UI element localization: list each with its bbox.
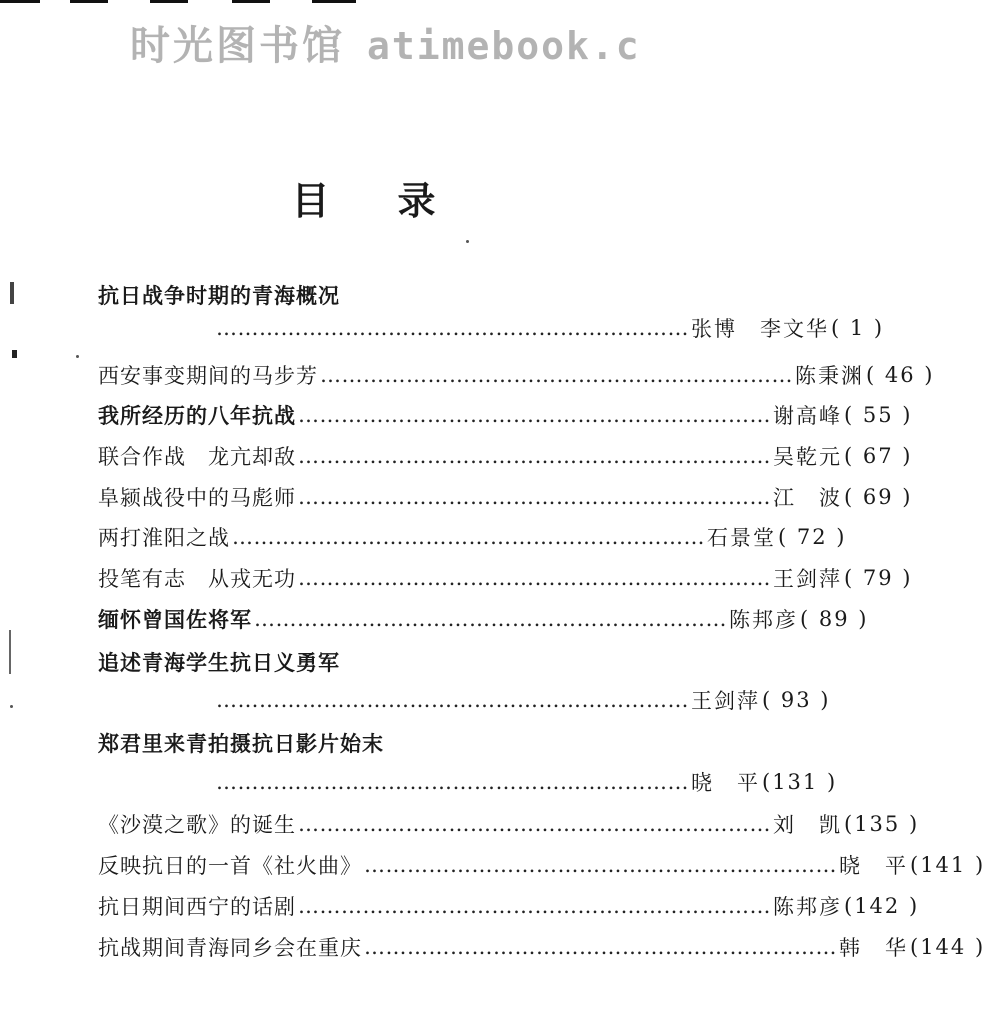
dot-leader: ………………………………………………………… <box>298 566 771 590</box>
page-title: 目录 <box>291 179 504 223</box>
toc-entry-author: 江 波 <box>773 486 842 510</box>
toc-entry-author: 张博 李文华 <box>691 317 829 341</box>
watermark-url: atimebook.c <box>367 24 641 68</box>
toc-entry-page: ( 1 ) <box>831 316 885 340</box>
toc-entry-title: 反映抗日的一首《社火曲》 <box>98 854 362 878</box>
dot-leader: ………………………………………………………… <box>364 853 837 877</box>
dot-leader: ………………………………………………………… <box>298 403 771 427</box>
toc-entry-author: 陈邦彦 <box>729 608 798 632</box>
margin-scan-mark <box>9 630 11 674</box>
toc-entry-author: 谢高峰 <box>773 404 842 428</box>
toc-entry <box>98 767 838 797</box>
toc-entry-page: (144 ) <box>910 935 985 959</box>
toc-entry <box>98 313 885 343</box>
toc-entry-page: ( 67 ) <box>844 444 913 468</box>
toc-entry-title: 《沙漠之歌》的诞生 <box>98 813 296 837</box>
toc-entry-author: 石景堂 <box>707 526 776 550</box>
toc-entry <box>98 400 913 430</box>
toc-entry-author: 韩 华 <box>839 936 908 960</box>
dot-leader: ………………………………………………………… <box>216 316 689 340</box>
toc-entry-heading: 郑君里来青拍摄抗日影片始末 <box>98 732 384 756</box>
margin-scan-mark <box>10 282 14 304</box>
toc-entry-title: 投笔有志 从戎无功 <box>98 567 296 591</box>
toc-entry <box>98 685 831 715</box>
toc-entry-author: 陈邦彦 <box>773 895 842 919</box>
toc-entry-page: ( 46 ) <box>866 363 935 387</box>
toc-entry <box>98 360 935 390</box>
dot-leader: ………………………………………………………… <box>298 894 771 918</box>
toc-entry-page: ( 79 ) <box>844 566 913 590</box>
toc-entry-page: ( 55 ) <box>844 403 913 427</box>
toc-entry <box>98 482 913 512</box>
toc-entry <box>98 809 920 839</box>
watermark-site-name: 时光图书馆 <box>130 23 345 69</box>
toc-entry <box>98 563 913 593</box>
toc-entry-page: (141 ) <box>910 853 985 877</box>
toc-entry-page: ( 72 ) <box>778 525 847 549</box>
toc-entry-page: ( 89 ) <box>800 607 869 631</box>
toc-entry-title: 抗日期间西宁的话剧 <box>98 895 296 919</box>
toc-entry <box>98 522 847 552</box>
toc-entry-title: 联合作战 龙亢却敌 <box>98 445 296 469</box>
toc-entry <box>98 441 913 471</box>
toc-entry-page: ( 93 ) <box>762 688 831 712</box>
toc-entry-author: 吴乾元 <box>773 445 842 469</box>
toc-entry-title: 缅怀曾国佐将军 <box>98 608 252 632</box>
toc-entry-page: (142 ) <box>844 894 920 918</box>
dot-leader: ………………………………………………………… <box>320 363 793 387</box>
toc-entry-page: (135 ) <box>844 812 920 836</box>
dot-leader: ………………………………………………………… <box>298 444 771 468</box>
toc-entry <box>98 604 869 634</box>
toc-entry-author: 晓 平 <box>691 771 760 795</box>
dot-leader: ………………………………………………………… <box>216 688 689 712</box>
toc-entry-heading: 抗日战争时期的青海概况 <box>98 284 340 308</box>
toc-entry-title: 抗战期间青海同乡会在重庆 <box>98 936 362 960</box>
scan-speck <box>10 705 13 708</box>
dot-leader: ………………………………………………………… <box>216 770 689 794</box>
toc-entry-title: 西安事变期间的马步芳 <box>98 364 318 388</box>
dot-leader: ………………………………………………………… <box>364 935 837 959</box>
toc-entry-author: 王剑萍 <box>691 689 760 713</box>
toc-entry-author: 王剑萍 <box>773 567 842 591</box>
toc-entry <box>98 932 985 962</box>
toc-entry <box>98 891 920 921</box>
dot-leader: ………………………………………………………… <box>298 485 771 509</box>
toc-entry <box>98 850 985 880</box>
toc-entry-page: ( 69 ) <box>844 485 913 509</box>
toc-entry-title: 阜颍战役中的马彪师 <box>98 486 296 510</box>
toc-entry-author: 刘 凯 <box>773 813 842 837</box>
toc-entry-author: 晓 平 <box>839 854 908 878</box>
toc-entry-title: 我所经历的八年抗战 <box>98 404 296 428</box>
scan-edge-mark <box>0 0 40 3</box>
toc-entry-heading: 追述青海学生抗日义勇军 <box>98 651 340 675</box>
scan-speck <box>76 355 79 358</box>
toc-entry-author: 陈秉渊 <box>795 364 864 388</box>
dot-leader: ………………………………………………………… <box>298 812 771 836</box>
table-of-contents <box>98 0 985 1024</box>
margin-scan-mark <box>12 350 17 358</box>
dot-leader: ………………………………………………………… <box>254 607 727 631</box>
dot-leader: ………………………………………………………… <box>232 525 705 549</box>
toc-entry-page: (131 ) <box>762 770 838 794</box>
toc-entry-title: 两打淮阳之战 <box>98 526 230 550</box>
